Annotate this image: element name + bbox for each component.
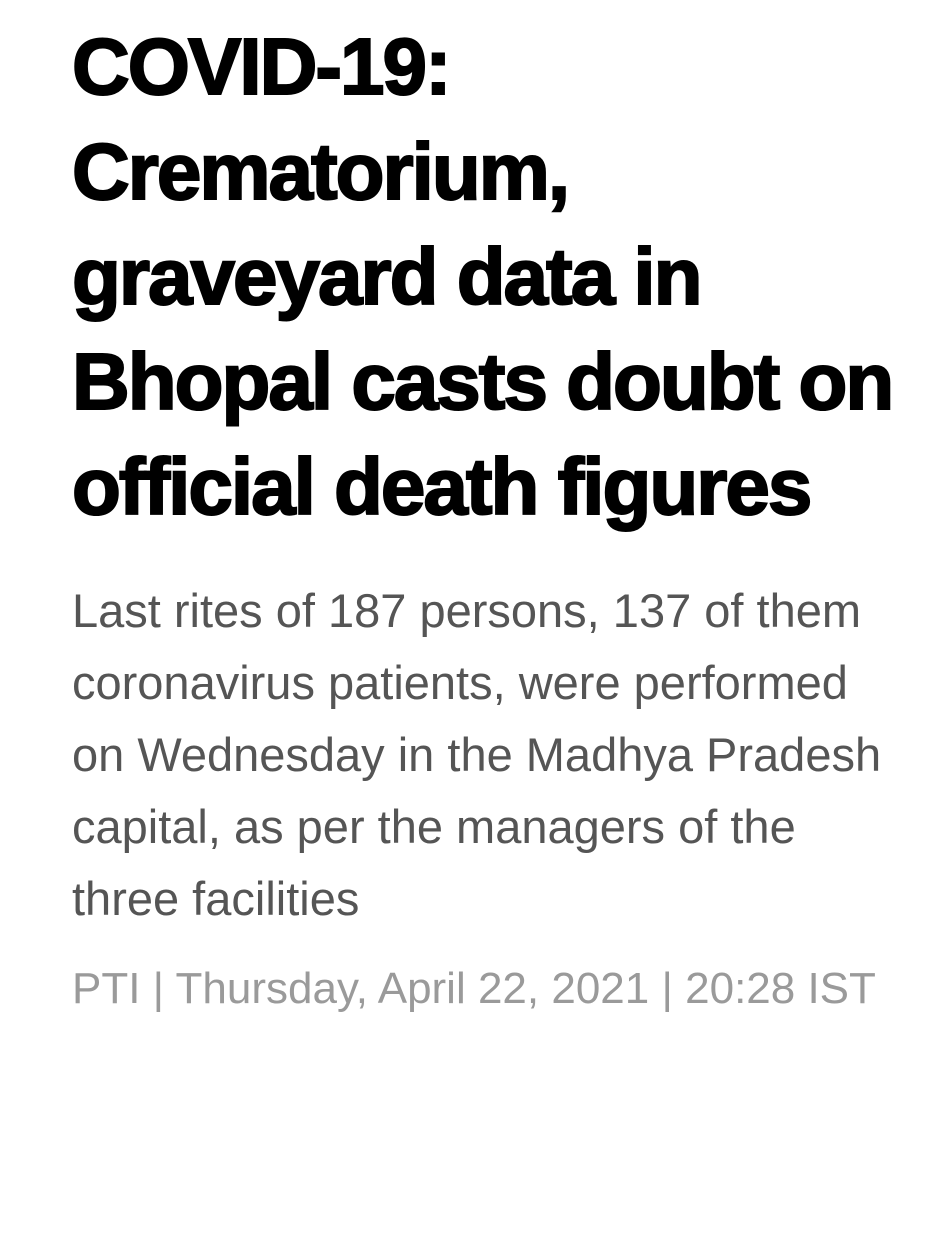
article-headline: COVID-19: Crematorium, graveyard data in Bhopal casts doubt on official death figures [72,22,893,531]
article-summary: Last rites of 187 persons, 137 of them coronavirus patients, were performed on Wednesday in the Madhya Pradesh capital, as per the managers of the three facilities [72,584,882,925]
byline-source: PTI [72,964,141,1013]
news-article [72,14,902,1015]
byline-date: Thursday, April 22, 2021 [175,964,650,1013]
article-byline [72,963,902,1015]
byline-separator: | [140,964,176,1013]
byline-time: 20:28 IST [685,964,876,1013]
byline-separator-2: | [649,964,686,1013]
